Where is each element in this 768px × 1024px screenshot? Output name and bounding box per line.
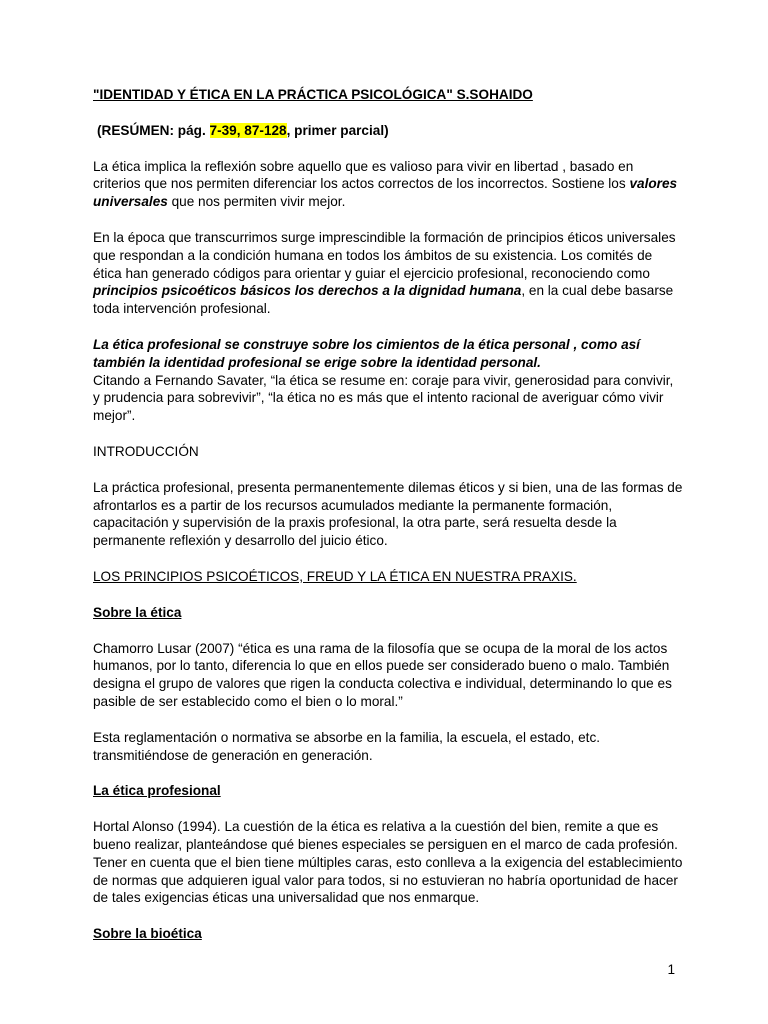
heading-etica-profesional: La ética profesional [93, 783, 221, 799]
paragraph-principios-eticos [93, 229, 683, 318]
subtitle-suffix: , primer parcial) [286, 122, 389, 138]
emphasis-principios-psicoeticos: principios psicoéticos básicos los derechos a la dignidad humana [93, 283, 522, 299]
page-number: 1 [667, 962, 675, 977]
heading-principios-psicoeticos: LOS PRINCIPIOS PSICOÉTICOS, FREUD Y LA ÉTICA EN NUESTRA PRAXIS. [93, 568, 577, 584]
paragraph-etica-reflexion [93, 158, 683, 211]
paragraph-text: , en la cual debe basarse toda intervención profesional. [93, 283, 674, 317]
paragraph-introduccion: La práctica profesional, presenta permanentemente dilemas éticos y si bien, una de las formas de afrontarlos es a partir de los recursos acumulados mediante la permanente formación, capacitación y supervisión de la praxis profesional, la otra parte, será resuelta desde la permanente reflexión y desarrollo del juicio ético. [93, 479, 683, 549]
document-page [93, 86, 683, 961]
paragraph-chamorro-lusar: Chamorro Lusar (2007) “ética es una rama de la filosofía que se ocupa de la moral de los actos humanos, por lo tanto, diferencia lo que en ellos puede ser considerado bueno o malo. También designa el grupo de valores que rigen la conducta colectiva e individual, determinando lo que es pasible de ser establecido como el bien o lo moral.” [93, 640, 672, 709]
paragraph-text: En la época que transcurrimos surge imprescindible la formación de principios éticos universales que respondan a la condición humana en todos los ámbitos de su existencia. Los comités de ética han generado códigos para orientar y guiar el ejercicio profesional, reconociendo como [93, 229, 676, 281]
emphasis-valores-universales: valores universales [93, 176, 678, 210]
paragraph-hortal-alonso: Hortal Alonso (1994). La cuestión de la ética es relativa a la cuestión del bien, remite a que es bueno realizar, planteándose qué bienes especiales se persiguen en el marco de cada profesión. Tener en cuenta que el bien tiene múltiples caras, esto conlleva a la exigencia del establecimiento de normas que adquieren igual valor para todos, si no estuvieran no habría oportunidad de hacer de tales exigencias éticas una universalidad que nos enmarque. [93, 819, 683, 906]
document-title: "IDENTIDAD Y ÉTICA EN LA PRÁCTICA PSICOLÓGICA" S.SOHAIDO [93, 87, 533, 102]
heading-sobre-la-bioetica: Sobre la bioética [93, 926, 202, 942]
paragraph-text: La ética implica la reflexión sobre aquello que es valioso para vivir en libertad , basado en criterios que nos permiten diferenciar los actos correctos de los incorrectos. Sostiene los [93, 158, 634, 192]
paragraph-savater-quote: Citando a Fernando Savater, “la ética se resume en: coraje para vivir, generosidad para convivir, y prudencia para sobrevivir”, “la ética no es más que el intento racional de averiguar cómo vivir mejor”. [93, 372, 674, 424]
subtitle-prefix: (RESÚMEN: pág. [97, 122, 210, 138]
document-subtitle [93, 122, 683, 140]
heading-introduccion: INTRODUCCIÓN [93, 443, 199, 459]
emphasis-etica-profesional-statement: La ética profesional se construye sobre los cimientos de la ética personal , como así también la identidad profesional se erige sobre la identidad personal. [93, 336, 640, 370]
paragraph-text: que nos permiten vivir mejor. [167, 194, 346, 210]
subtitle-pages-highlight: 7-39, 87-128 [209, 122, 287, 138]
paragraph-reglamentacion: Esta reglamentación o normativa se absorbe en la familia, la escuela, el estado, etc. transmitiéndose de generación en generación. [93, 729, 601, 763]
heading-sobre-la-etica: Sobre la ética [93, 604, 182, 620]
